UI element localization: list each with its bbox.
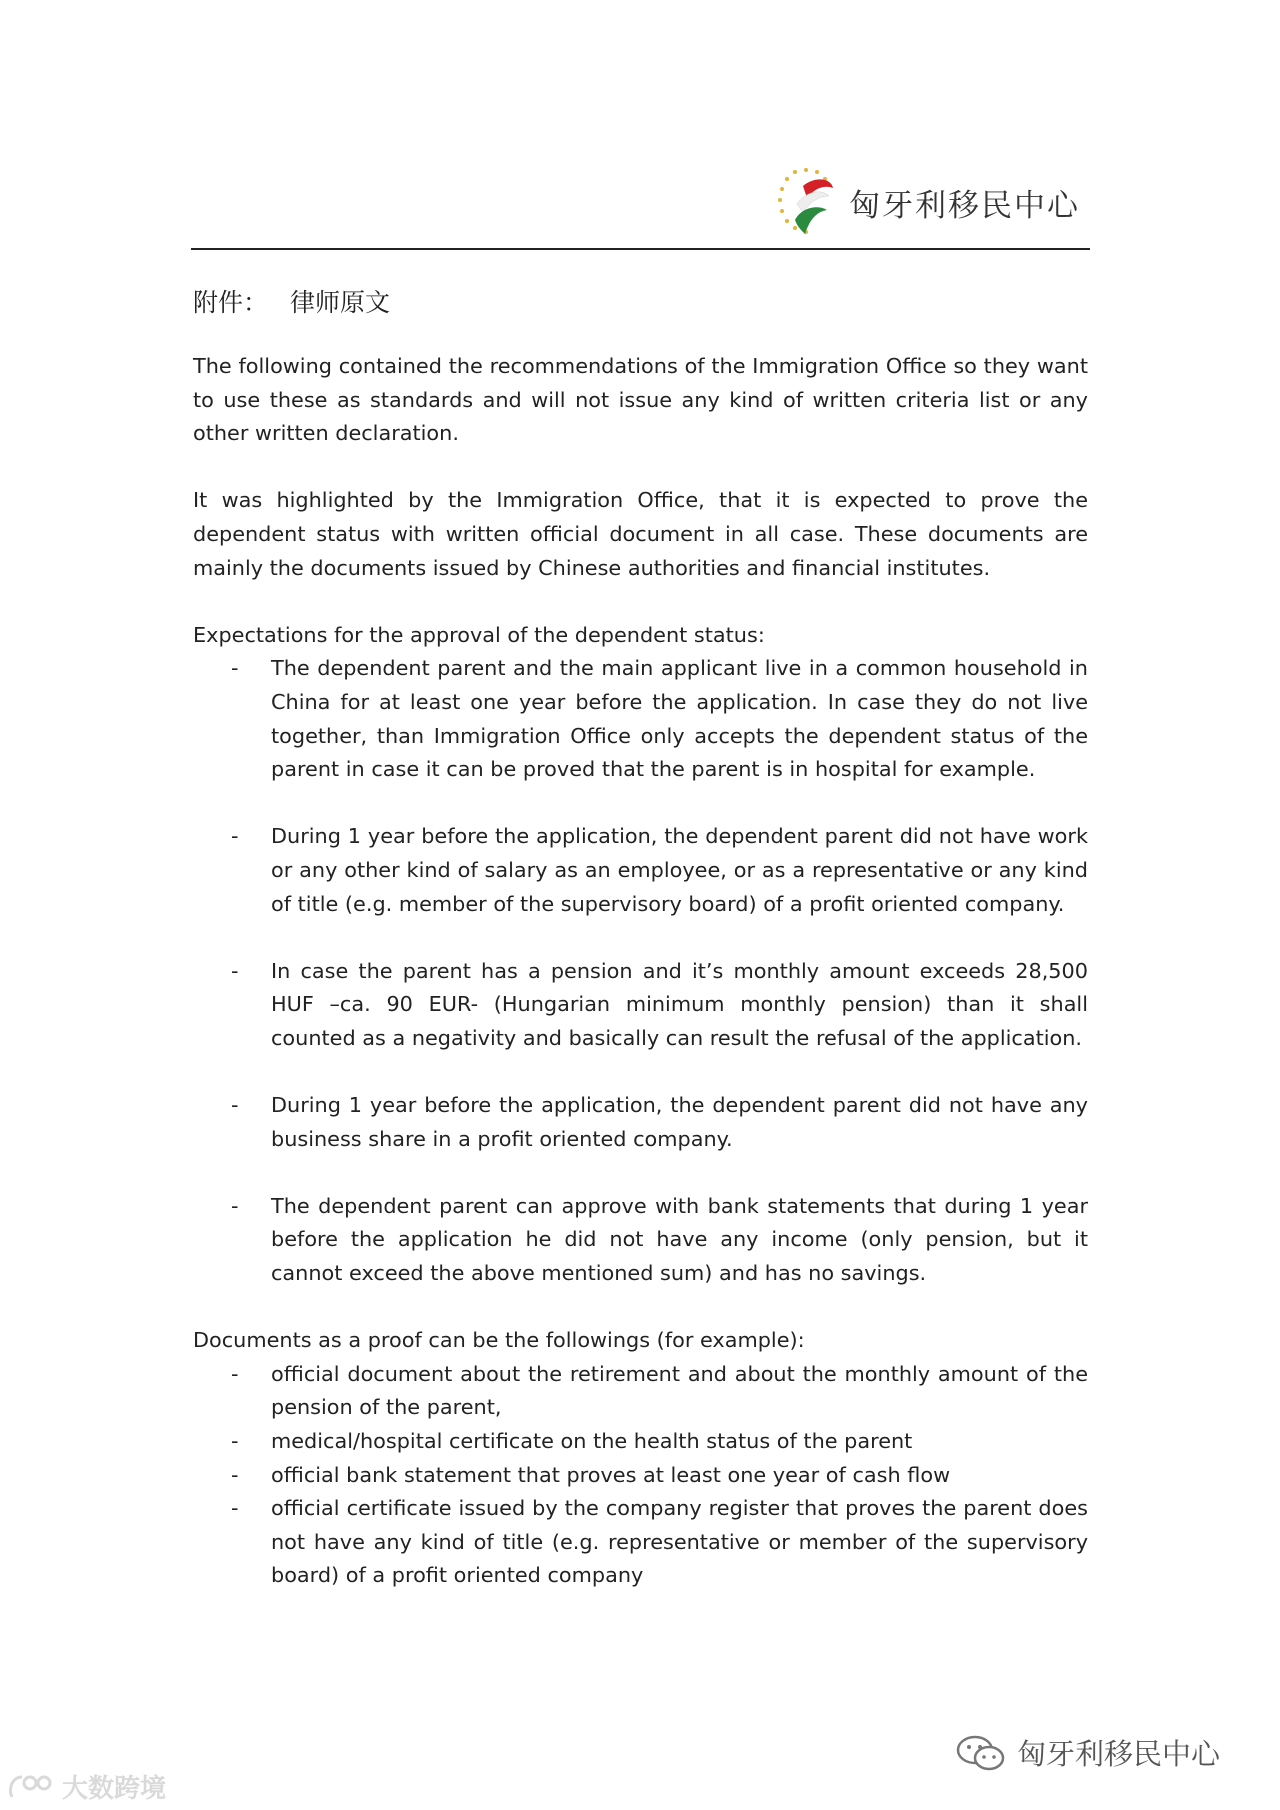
list-item: - During 1 year before the application, the dependent parent did not have work or any other kind of salary as an employee, or as a representative or any kind of title (e.g. member of the supervisory board) of a profit oriented company. [193,820,1088,921]
logo-text: 匈牙利移民中心 [849,187,1080,224]
list-item: - official document about the retirement and about the monthly amount of the pension of the parent, [193,1358,1088,1425]
bullet-dash: - [231,1429,239,1453]
bullet-dash: - [231,1462,239,1487]
hungary-flag-stars-icon [773,164,839,240]
documents-list [193,1358,1088,1593]
watermark [6,1768,166,1805]
bullet-dash: - [231,1193,239,1218]
list-item: - official certificate issued by the company register that proves the parent does not have any kind of title (e.g. representative or member of the supervisory board) of a profit oriented company [193,1492,1088,1593]
watermark-text: 大数跨境 [62,1774,167,1804]
wechat-account-badge [955,1732,1220,1773]
bullet-dash: - [231,1093,239,1118]
list-item: - official bank statement that proves at least one year of cash flow [193,1459,1088,1493]
bullet-dash: - [231,656,239,681]
watermark-logo-icon [6,1771,56,1803]
list-item: - The dependent parent and the main applicant live in a common household in China for at least one year before the application. In case they do not live together, than Immigration Office only accepts the dependent status of the parent in case it can be proved that the parent is in hospital for example. [193,652,1088,786]
documents-intro: Documents as a proof can be the followings (for example): [193,1328,805,1353]
attachment-title: 律师原文 [290,288,391,317]
list-item: - In case the parent has a pension and it’s monthly amount exceeds 28,500 HUF –ca. 90 EUR- (Hungarian minimum monthly pension) than it shall counted as a negativity and basically can result the refusal of the application. [193,955,1088,1056]
list-item: - The dependent parent can approve with bank statements that during 1 year before the application he did not have any income (only pension, but it cannot exceed the above mentioned sum) and has no savings. [193,1190,1088,1291]
page-header [191,160,1090,250]
expectations-list [193,652,1088,1290]
bullet-dash: - [231,1496,239,1521]
wechat-account-name: 匈牙利移民中心 [1017,1737,1221,1771]
list-item: - During 1 year before the application, the dependent parent did not have any business share in a profit oriented company. [193,1089,1088,1156]
paragraph-dependent-status: It was highlighted by the Immigration Office, that it is expected to prove the dependent status with written official document in all case. These documents are mainly the documents issued by Chinese authorities and financial institutes. [193,488,1088,580]
document-body [193,350,1088,1593]
list-item: - medical/hospital certificate on the health status of the parent [193,1425,1088,1459]
attachment-heading [193,283,412,319]
bullet-dash: - [231,824,239,849]
company-logo [773,164,1080,240]
bullet-dash: - [231,958,239,983]
wechat-icon [955,1733,1007,1773]
expectations-intro: Expectations for the approval of the dependent status: [193,622,765,647]
bullet-dash: - [231,1361,239,1386]
paragraph-recommendations: The following contained the recommendations of the Immigration Office so they want to use these as standards and will not issue any kind of written criteria list or any other written declaration. [193,354,1088,446]
attachment-label: 附件： [193,288,269,317]
